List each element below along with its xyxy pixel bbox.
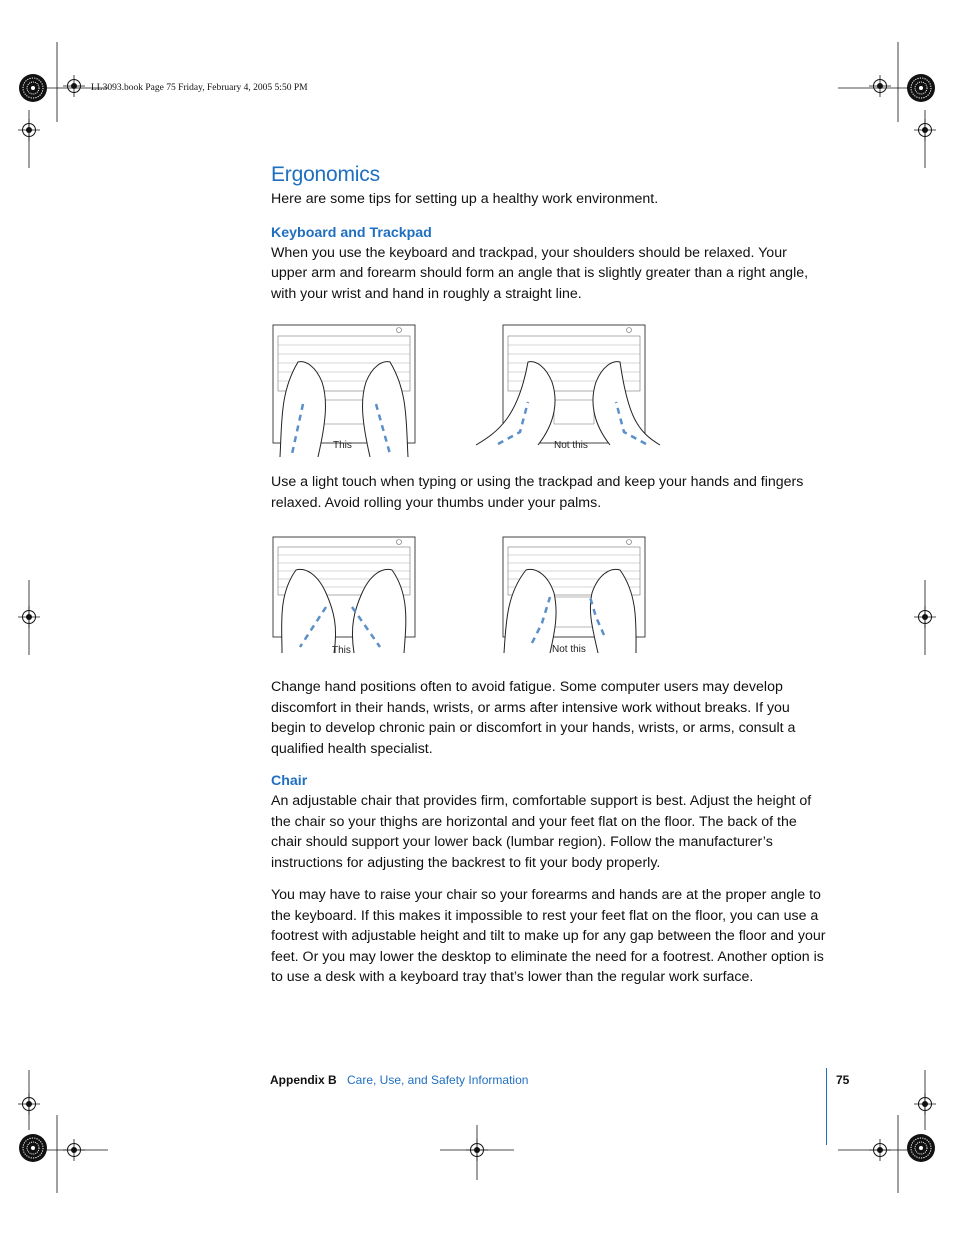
keyboard-paragraph-2: Use a light touch when typing or using the trackpad and keep your hands and fingers relaxed. Avoid rolling your thumbs under your palms. <box>271 474 804 511</box>
keyboard-paragraph-1: When you use the keyboard and trackpad, your shoulders should be relaxed. Your upper arm and forearm should form an angle that is slightly greater than a right angle, with your wrist and hand in roughly a straight line. <box>271 244 809 302</box>
keyboard-paragraph-3: Change hand positions often to avoid fatigue. Some computer users may develop discomfort in their hands, wrists, or arms after intensive work without breaks. If you begin to develop chronic pain or discomfort in your hands, wrists, or arms, consult a qualified health specialist. <box>271 679 796 757</box>
keyboard-trackpad-heading: Keyboard and Trackpad <box>271 224 432 241</box>
page-number: 75 <box>836 1073 850 1087</box>
main-content <box>271 160 827 304</box>
chair-paragraph-2: You may have to raise your chair so your forearms and hands are at the proper angle to the keyboard. If this makes it impossible to rest your feet flat on the floor, you can use a footrest with adjustable height and tilt to make up for any gap between the floor and your feet. Or you may lower the desktop to eliminate the need for a footrest. Another option is to use a desk with a keyboard tray that’s lower than the regular work surface. <box>271 887 826 985</box>
figure1-caption-not-this: Not this <box>554 440 588 451</box>
figure2-caption-not-this: Not this <box>552 644 586 655</box>
figure2-caption-this: This <box>332 645 351 656</box>
thumb-illustration-not-this <box>503 537 645 653</box>
keyboard-illustration-not-this <box>476 325 660 445</box>
chair-paragraph-1: An adjustable chair that provides firm, comfortable support is best. Adjust the height of the chair so your thighs are horizontal and your feet flat on the floor. The back of the chair should support your lower back (lumbar region). Follow the manufacturer’s instructions for adjusting the backrest to fit your body properly. <box>271 793 812 871</box>
chair-heading: Chair <box>271 773 308 789</box>
page-title: Ergonomics <box>271 163 380 186</box>
intro-paragraph: Here are some tips for setting up a healthy work environment. <box>271 191 659 207</box>
figure-arm-angle <box>268 322 688 457</box>
lower-content <box>271 677 827 988</box>
footer-section-title: Care, Use, and Safety Information <box>347 1073 529 1087</box>
print-header: LL3093.book Page 75 Friday, February 4, 2005 5:50 PM <box>91 83 308 93</box>
thumb-illustration-this <box>273 537 415 653</box>
figure1-caption-this: This <box>333 440 352 451</box>
figure-thumb-position <box>268 535 688 660</box>
footer-appendix-label: Appendix B <box>270 1073 337 1087</box>
keyboard-illustration-this <box>273 325 415 457</box>
footer-divider <box>826 1068 827 1145</box>
